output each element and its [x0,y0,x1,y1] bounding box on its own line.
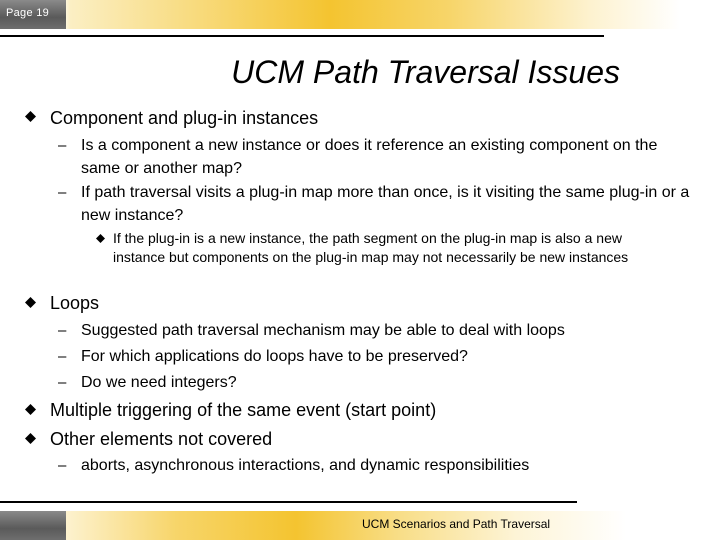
bullet-multiple-triggering: Multiple triggering of the same event (start point) [50,400,437,420]
diamond-bullet-icon [25,433,36,444]
dash-marker: – [58,457,67,474]
bottom-divider [0,501,577,503]
footer-badge [0,511,66,540]
sub-bullet-loop-applications: For which applications do loops have to be preserved? [81,348,468,365]
dash-marker: – [58,184,67,201]
sub-bullet-loop-mechanism: Suggested path traversal mechanism may be able to deal with loops [81,322,565,339]
diamond-bullet-icon [25,297,36,308]
bullet-loops: Loops [50,293,100,313]
page-number-badge [0,0,66,29]
top-banner [0,0,720,29]
sub-bullet-integers: Do we need integers? [81,374,237,391]
diamond-bullet-icon [25,111,36,122]
dash-marker: – [58,374,67,391]
sub-sub-bullet-plugin-new-instance: If the plug-in is a new instance, the path segment on the plug-in map is also a new instance but components on the plug-in map may not necessarily be new instances [113,230,629,265]
sub-bullet-new-instance: Is a component a new instance or does it reference an existing component on the same or another map? [81,137,658,177]
dash-marker: – [58,137,67,154]
diamond-bullet-icon [25,404,36,415]
page-number-label: Page 19 [6,7,50,19]
sub-bullet-plugin-visit: If path traversal visits a plug-in map more than once, is it visiting the same plug-in or a new instance? [81,184,690,224]
diamond-bullet-icon [96,234,105,243]
slide-title: UCM Path Traversal Issues [231,54,620,90]
bullet-other-elements: Other elements not covered [50,429,273,449]
dash-marker: – [58,348,67,365]
sub-bullet-aborts: aborts, asynchronous interactions, and dynamic responsibilities [81,457,530,474]
top-divider [0,35,604,37]
slide-footer: UCM Scenarios and Path Traversal [362,517,551,531]
dash-marker: – [58,322,67,339]
bullet-component-instances: Component and plug-in instances [50,108,319,128]
